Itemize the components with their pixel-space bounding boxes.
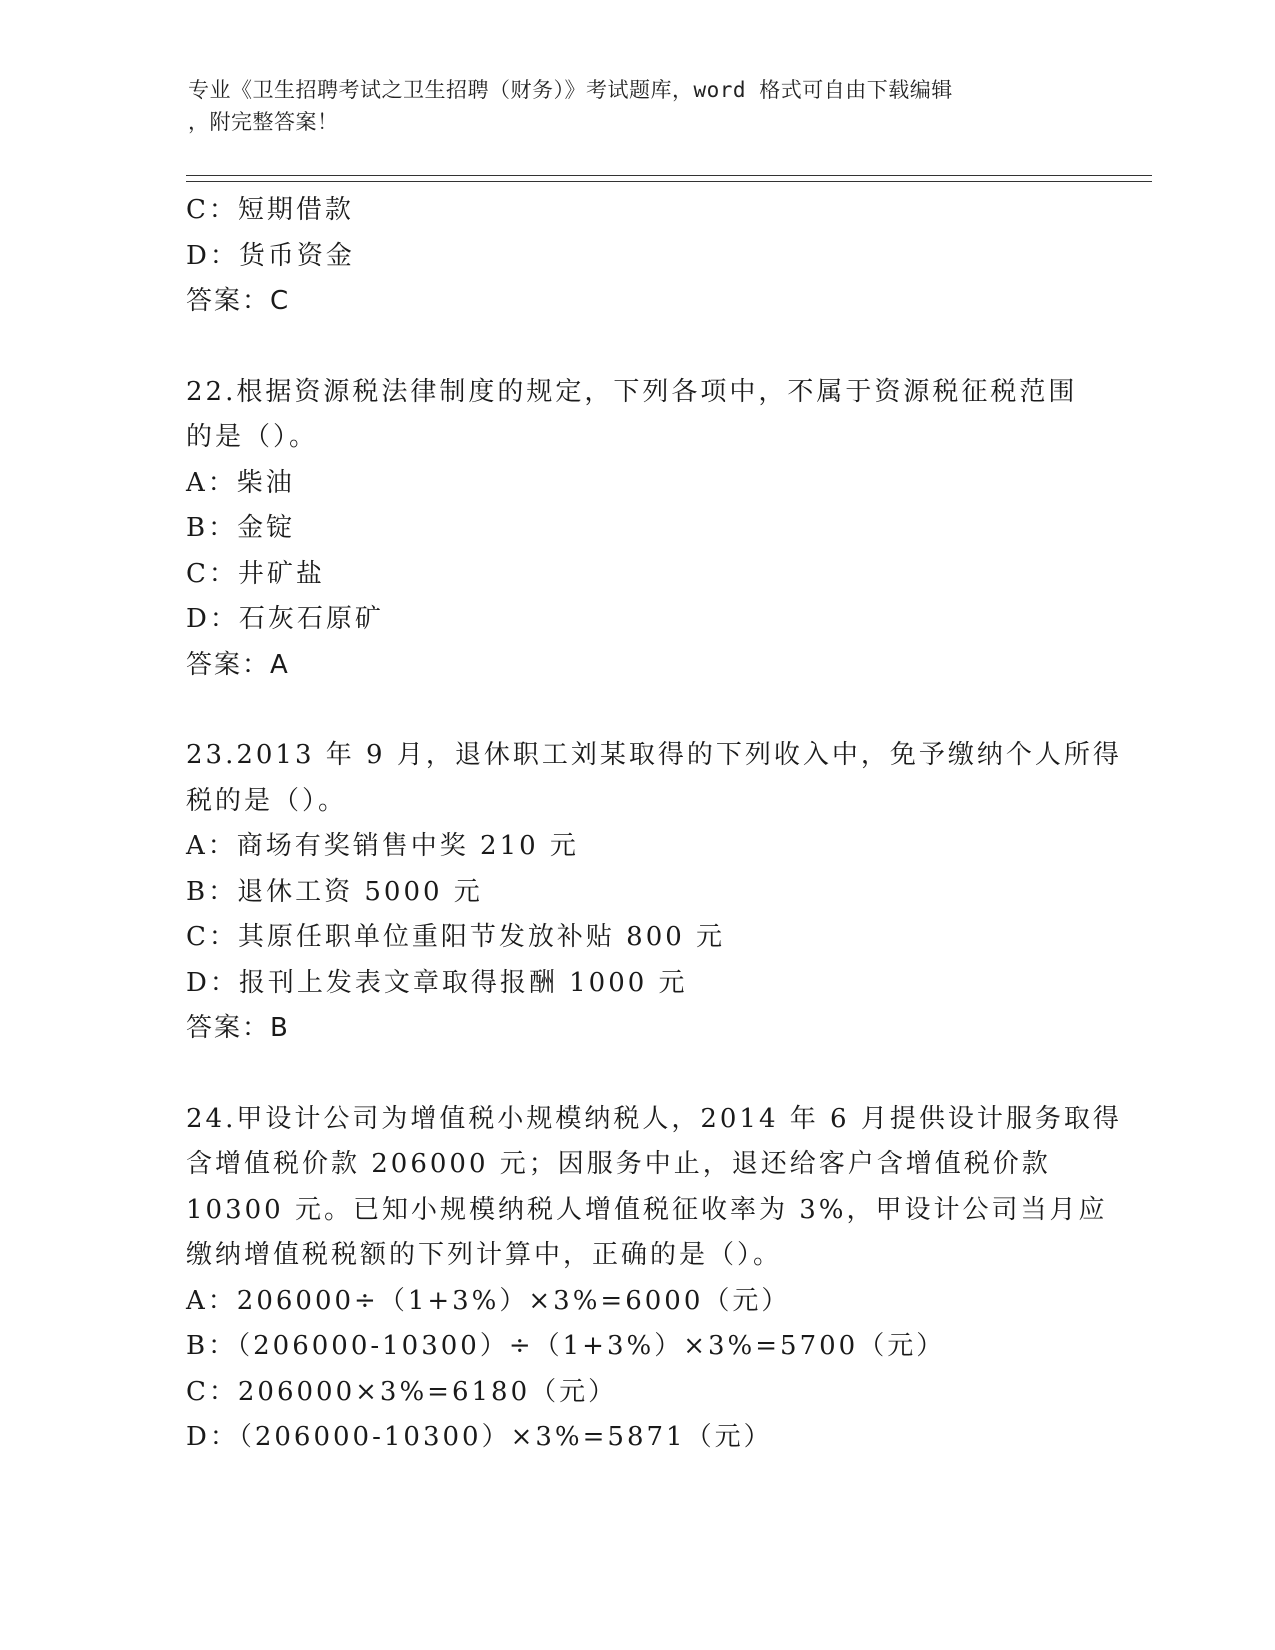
answer-line: 答案：A [186,649,290,680]
header-line-2: ，附完整答案！ [188,110,339,134]
question-text-line: 缴纳增值税税额的下列计算中，正确的是（）。 [186,1240,783,1270]
option-d: D：报刊上发表文章取得报酬 1000 元 [186,967,688,998]
spacer [186,325,1086,370]
question-text-line: 23.2013 年 9 月，退休职工刘某取得的下列收入中，免予缴纳个人所得 [186,740,1122,770]
question-24 [186,1097,1122,1461]
spacer [186,1052,1086,1097]
prev-question-block [186,188,1086,325]
question-22 [186,370,1086,689]
header-line-1: 专业《卫生招聘考试之卫生招聘（财务）》考试题库，word 格式可自由下载编辑 [188,78,953,102]
option-b: B：金锭 [186,513,296,543]
option-a: A：商场有奖销售中奖 210 元 [186,831,579,861]
answer-line: 答案：C [186,286,291,316]
question-text-line: 的是（）。 [186,422,319,452]
answer-line: 答案：B [186,1013,290,1043]
option-c: C：井矿盐 [186,558,325,589]
spacer [186,688,1086,733]
option-b: B：（206000-10300）÷（1+3%）×3%=5700（元） [186,1331,946,1361]
option-c: C：206000×3%=6180（元） [186,1376,618,1407]
option-d: D：（206000-10300）×3%=5871（元） [186,1422,773,1452]
question-text-line: 10300 元。已知小规模纳税人增值税征收率为 3%，甲设计公司当月应 [186,1194,1108,1225]
document-header [188,74,1068,138]
option-c: C：短期借款 [186,195,354,225]
question-23 [186,733,1122,1052]
question-content [186,188,1122,1461]
option-d: D：石灰石原矿 [186,604,384,634]
option-d: D：货币资金 [186,240,355,271]
question-text-line: 22.根据资源税法律制度的规定，下列各项中，不属于资源税征税范围 [186,376,1078,407]
question-text-line: 24.甲设计公司为增值税小规模纳税人，2014 年 6 月提供设计服务取得 [186,1103,1122,1134]
question-text-line: 含增值税价款 206000 元；因服务中止，退还给客户含增值税价款 [186,1149,1051,1179]
header-divider-top [186,175,1152,176]
option-a: A：柴油 [186,467,295,498]
option-c: C：其原任职单位重阳节发放补贴 800 元 [186,922,726,952]
option-b: B：退休工资 5000 元 [186,876,483,907]
question-text-line: 税的是（）。 [186,785,348,816]
header-divider-bottom [186,181,1152,182]
option-a: A：206000÷（1+3%）×3%=6000（元） [186,1285,791,1316]
